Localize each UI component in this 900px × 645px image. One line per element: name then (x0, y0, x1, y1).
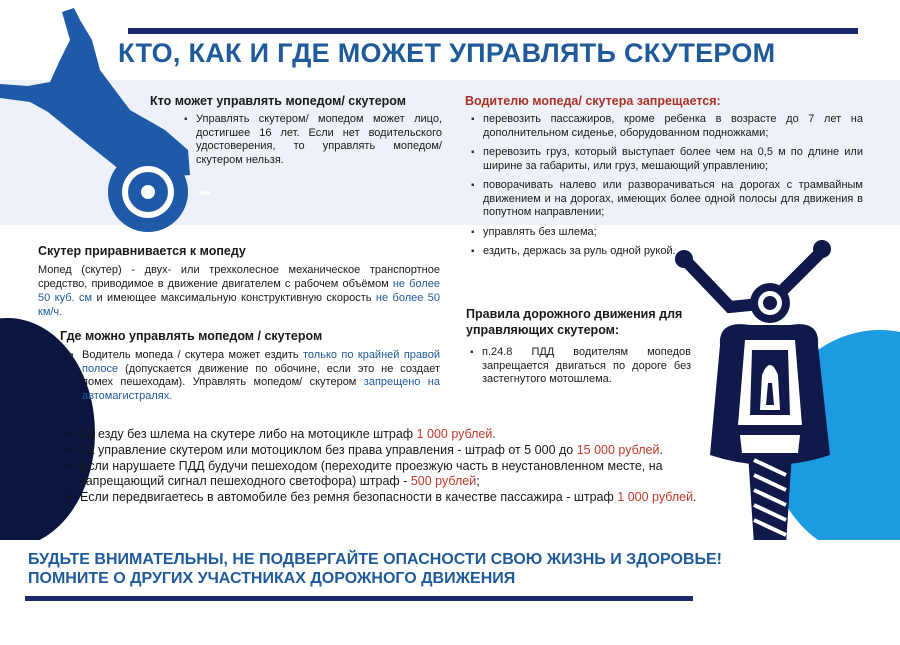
forbidden-heading: Водителю мопеда/ скутера запрещается: (465, 94, 721, 108)
title-rule (128, 28, 858, 34)
fine-text: Если передвигаетесь в автомобиле без ремня безопасности в качестве пассажира - штраф (80, 490, 618, 504)
fine-amount: 15 000 рублей (576, 443, 660, 457)
where-lane: только по крайней правой полосе (82, 349, 440, 375)
forbidden-item: ▪ поворачивать налево или разворачиваться на дорогах с трамвайным движением и на дорогах, имеющих более одной полосы для движения в попутном направлении; (471, 179, 863, 220)
fine-text: Если нарушаете ПДД будучи пешеходом (переходите проезжую часть в неустановленном месте, на запрещающий сигнал пешеходного светофора) штраф - (80, 459, 663, 488)
fine-item (68, 459, 700, 489)
fines-section (68, 427, 700, 506)
fine-item (68, 490, 700, 505)
footer-warning (28, 550, 848, 588)
fine-tail: . (659, 443, 663, 457)
equiv-text-b: и имеющее максимальную конструктивную скорость (92, 292, 376, 304)
fine-amount: 500 рублей (410, 474, 477, 488)
where-text-b: (допускается движение по обочине, если это не создает помех пешеходам). Управлять мопедом/ скутером (82, 362, 440, 388)
fine-item (68, 443, 700, 458)
fine-amount: 1 000 рублей (416, 427, 493, 441)
who-heading: Кто может управлять мопедом/ скутером (150, 94, 407, 108)
fine-text: За управление скутером или мотоциклом без права управления - штраф от 5 000 до (80, 443, 577, 457)
equiv-section (38, 244, 440, 319)
forbidden-item: ▪ управлять без шлема; (471, 226, 863, 240)
who-section (150, 94, 442, 173)
where-heading: Где можно управлять мопедом / скутером (60, 329, 323, 343)
rules-heading: Правила дорожного движения для управляющих скутером: (466, 307, 683, 337)
where-section (60, 329, 440, 409)
rules-item: ▪ п.24.8 ПДД водителям мопедов запрещается двигаться по дороге без застегнутого мотошлема. (470, 346, 691, 387)
forbidden-item: ▪ перевозить груз, который выступает более чем на 0,5 м по длине или ширине за габариты, или груз, мешающий управлению; (471, 146, 863, 173)
fine-amount: 1 000 рублей (617, 490, 694, 504)
fine-tail: . (693, 490, 697, 504)
forbidden-item: ▪ ездить, держась за руль одной рукой. (471, 245, 693, 259)
fine-tail: . (492, 427, 496, 441)
where-highway: запрещено на автомагистралях. (82, 376, 440, 402)
scooter-front-icon (670, 225, 870, 545)
fine-item (68, 427, 700, 442)
rules-section (466, 306, 691, 393)
fine-tail: ; (476, 474, 480, 488)
where-paragraph (70, 349, 440, 403)
equiv-volume: не более 50 куб. см (38, 278, 440, 304)
where-text-a: Водитель мопеда / скутера может ездить (82, 349, 304, 361)
equiv-paragraph (38, 263, 440, 319)
page-title: КТО, КАК И ГДЕ МОЖЕТ УПРАВЛЯТЬ СКУТЕРОМ (118, 38, 776, 68)
forbidden-section (465, 94, 863, 265)
equiv-heading: Скутер приравнивается к мопеду (38, 244, 246, 258)
who-text: ▪ Управлять скутером/ мопедом может лицо, достигшее 16 лет. Если нет водительского удостоверения, то управлять мопедом/ скутером нельзя. (184, 113, 442, 167)
footer-line-1: БУДЬТЕ ВНИМАТЕЛЬНЫ, НЕ ПОДВЕРГАЙТЕ ОПАСНОСТИ СВОЮ ЖИЗНЬ И ЗДОРОВЬЕ! (28, 551, 722, 568)
equiv-speed: не более 50 км/ч. (38, 292, 441, 318)
fine-text: За езду без шлема на скутере либо на мотоцикле штраф (80, 427, 417, 441)
footer-rule (25, 596, 693, 601)
footer-line-2: ПОМНИТЕ О ДРУГИХ УЧАСТНИКАХ ДОРОЖНОГО ДВИЖЕНИЯ (28, 570, 516, 587)
forbidden-item: ▪ перевозить пассажиров, кроме ребенка в возрасте до 7 лет на дополнительном сиденье, оборудованном подножками; (471, 113, 863, 140)
equiv-text-a: Мопед (скутер) - двух- или трехколесное механическое транспортное средство, приводимое в движение двигателем с рабочем объёмом (38, 264, 440, 290)
